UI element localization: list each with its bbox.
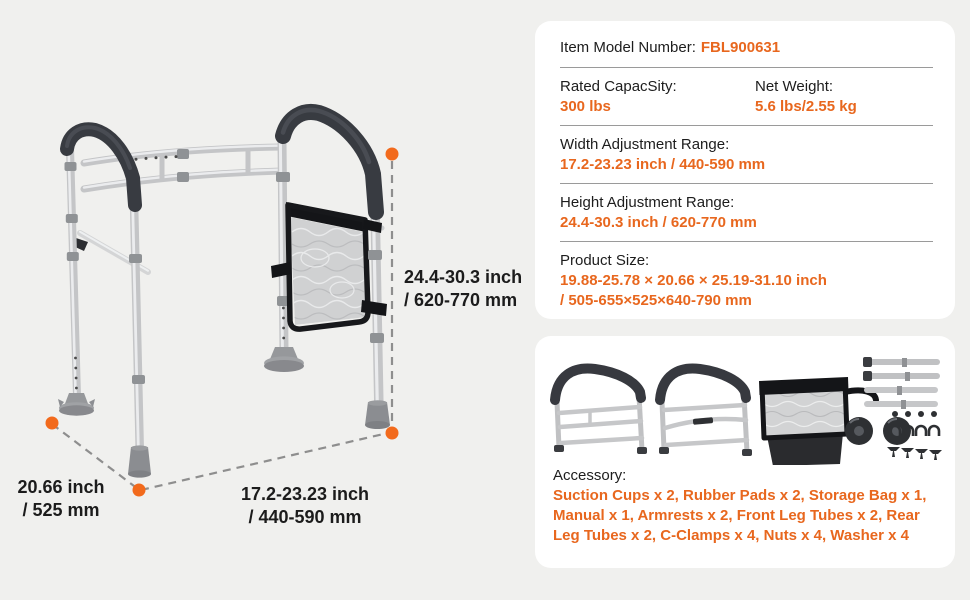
product-size-label: Product Size:	[560, 252, 650, 269]
spec-row-height-adjustment	[560, 184, 933, 241]
product-size-value-line2: / 505-655×525×640-790 mm	[560, 292, 752, 309]
capacity-value: 300 lbs	[560, 98, 611, 115]
height-adjustment-label: Height Adjustment Range:	[560, 194, 735, 211]
nut-parts	[892, 411, 937, 417]
dimension-dot-top	[386, 148, 399, 161]
suction-cup-foot-right	[264, 347, 304, 372]
spec-row-product-size	[560, 242, 933, 319]
suction-cup-foot-left	[58, 393, 95, 416]
net-weight-value: 5.6 lbs/2.55 kg	[755, 98, 857, 115]
armrest-part-1	[554, 368, 647, 454]
accessory-card	[535, 336, 955, 568]
capacity-label: Rated CapacSity:	[560, 78, 677, 95]
width-dimension-label: 17.2-23.23 inch / 440-590 mm	[240, 484, 370, 527]
dimension-dot-front	[133, 484, 146, 497]
height-adjustment-value: 24.4-30.3 inch / 620-770 mm	[560, 214, 757, 231]
rubber-foot-left-front	[128, 445, 151, 477]
rubber-foot-right-front	[365, 400, 390, 429]
washer-pad-parts	[887, 447, 942, 460]
dimension-dot-bottom-right	[386, 427, 399, 440]
spec-row-width-adjustment	[560, 126, 933, 183]
depth-dimension-label: 20.66 inch / 525 mm	[17, 477, 105, 520]
net-weight-label: Net Weight:	[755, 78, 834, 95]
accessory-label: Accessory:	[553, 467, 627, 484]
spec-row-model	[560, 38, 933, 67]
model-label: Item Model Number:	[560, 39, 696, 56]
armrest-part-2	[659, 368, 752, 456]
leg-tube-parts	[863, 357, 937, 409]
accessory-parts-illustration	[545, 350, 945, 465]
width-adjustment-label: Width Adjustment Range:	[560, 136, 730, 153]
accessory-text-block	[553, 466, 945, 546]
height-dimension-label: 24.4-30.3 inch / 620-770 mm	[404, 267, 523, 310]
left-armrest-handle	[67, 127, 135, 205]
product-size-value-line1: 19.88-25.78 × 20.66 × 25.19-31.10 inch	[560, 272, 827, 289]
dimension-dot-left	[46, 417, 59, 430]
right-armrest-handle	[283, 110, 376, 212]
spec-row-capacity-weight	[560, 68, 933, 125]
width-adjustment-value: 17.2-23.23 inch / 440-590 mm	[560, 156, 766, 173]
accessory-graphic	[545, 350, 945, 465]
accessory-items: Suction Cups x 2, Rubber Pads x 2, Storage Bag x 1, Manual x 1, Armrests x 2, Front Leg Tubes x 2, Rear Leg Tubes x 2, C-Clamps x 4, Nuts x 4, Washer x 4	[553, 487, 927, 544]
left-front-leg	[128, 202, 151, 478]
spec-card	[535, 21, 955, 319]
model-value: FBL900631	[700, 39, 781, 56]
